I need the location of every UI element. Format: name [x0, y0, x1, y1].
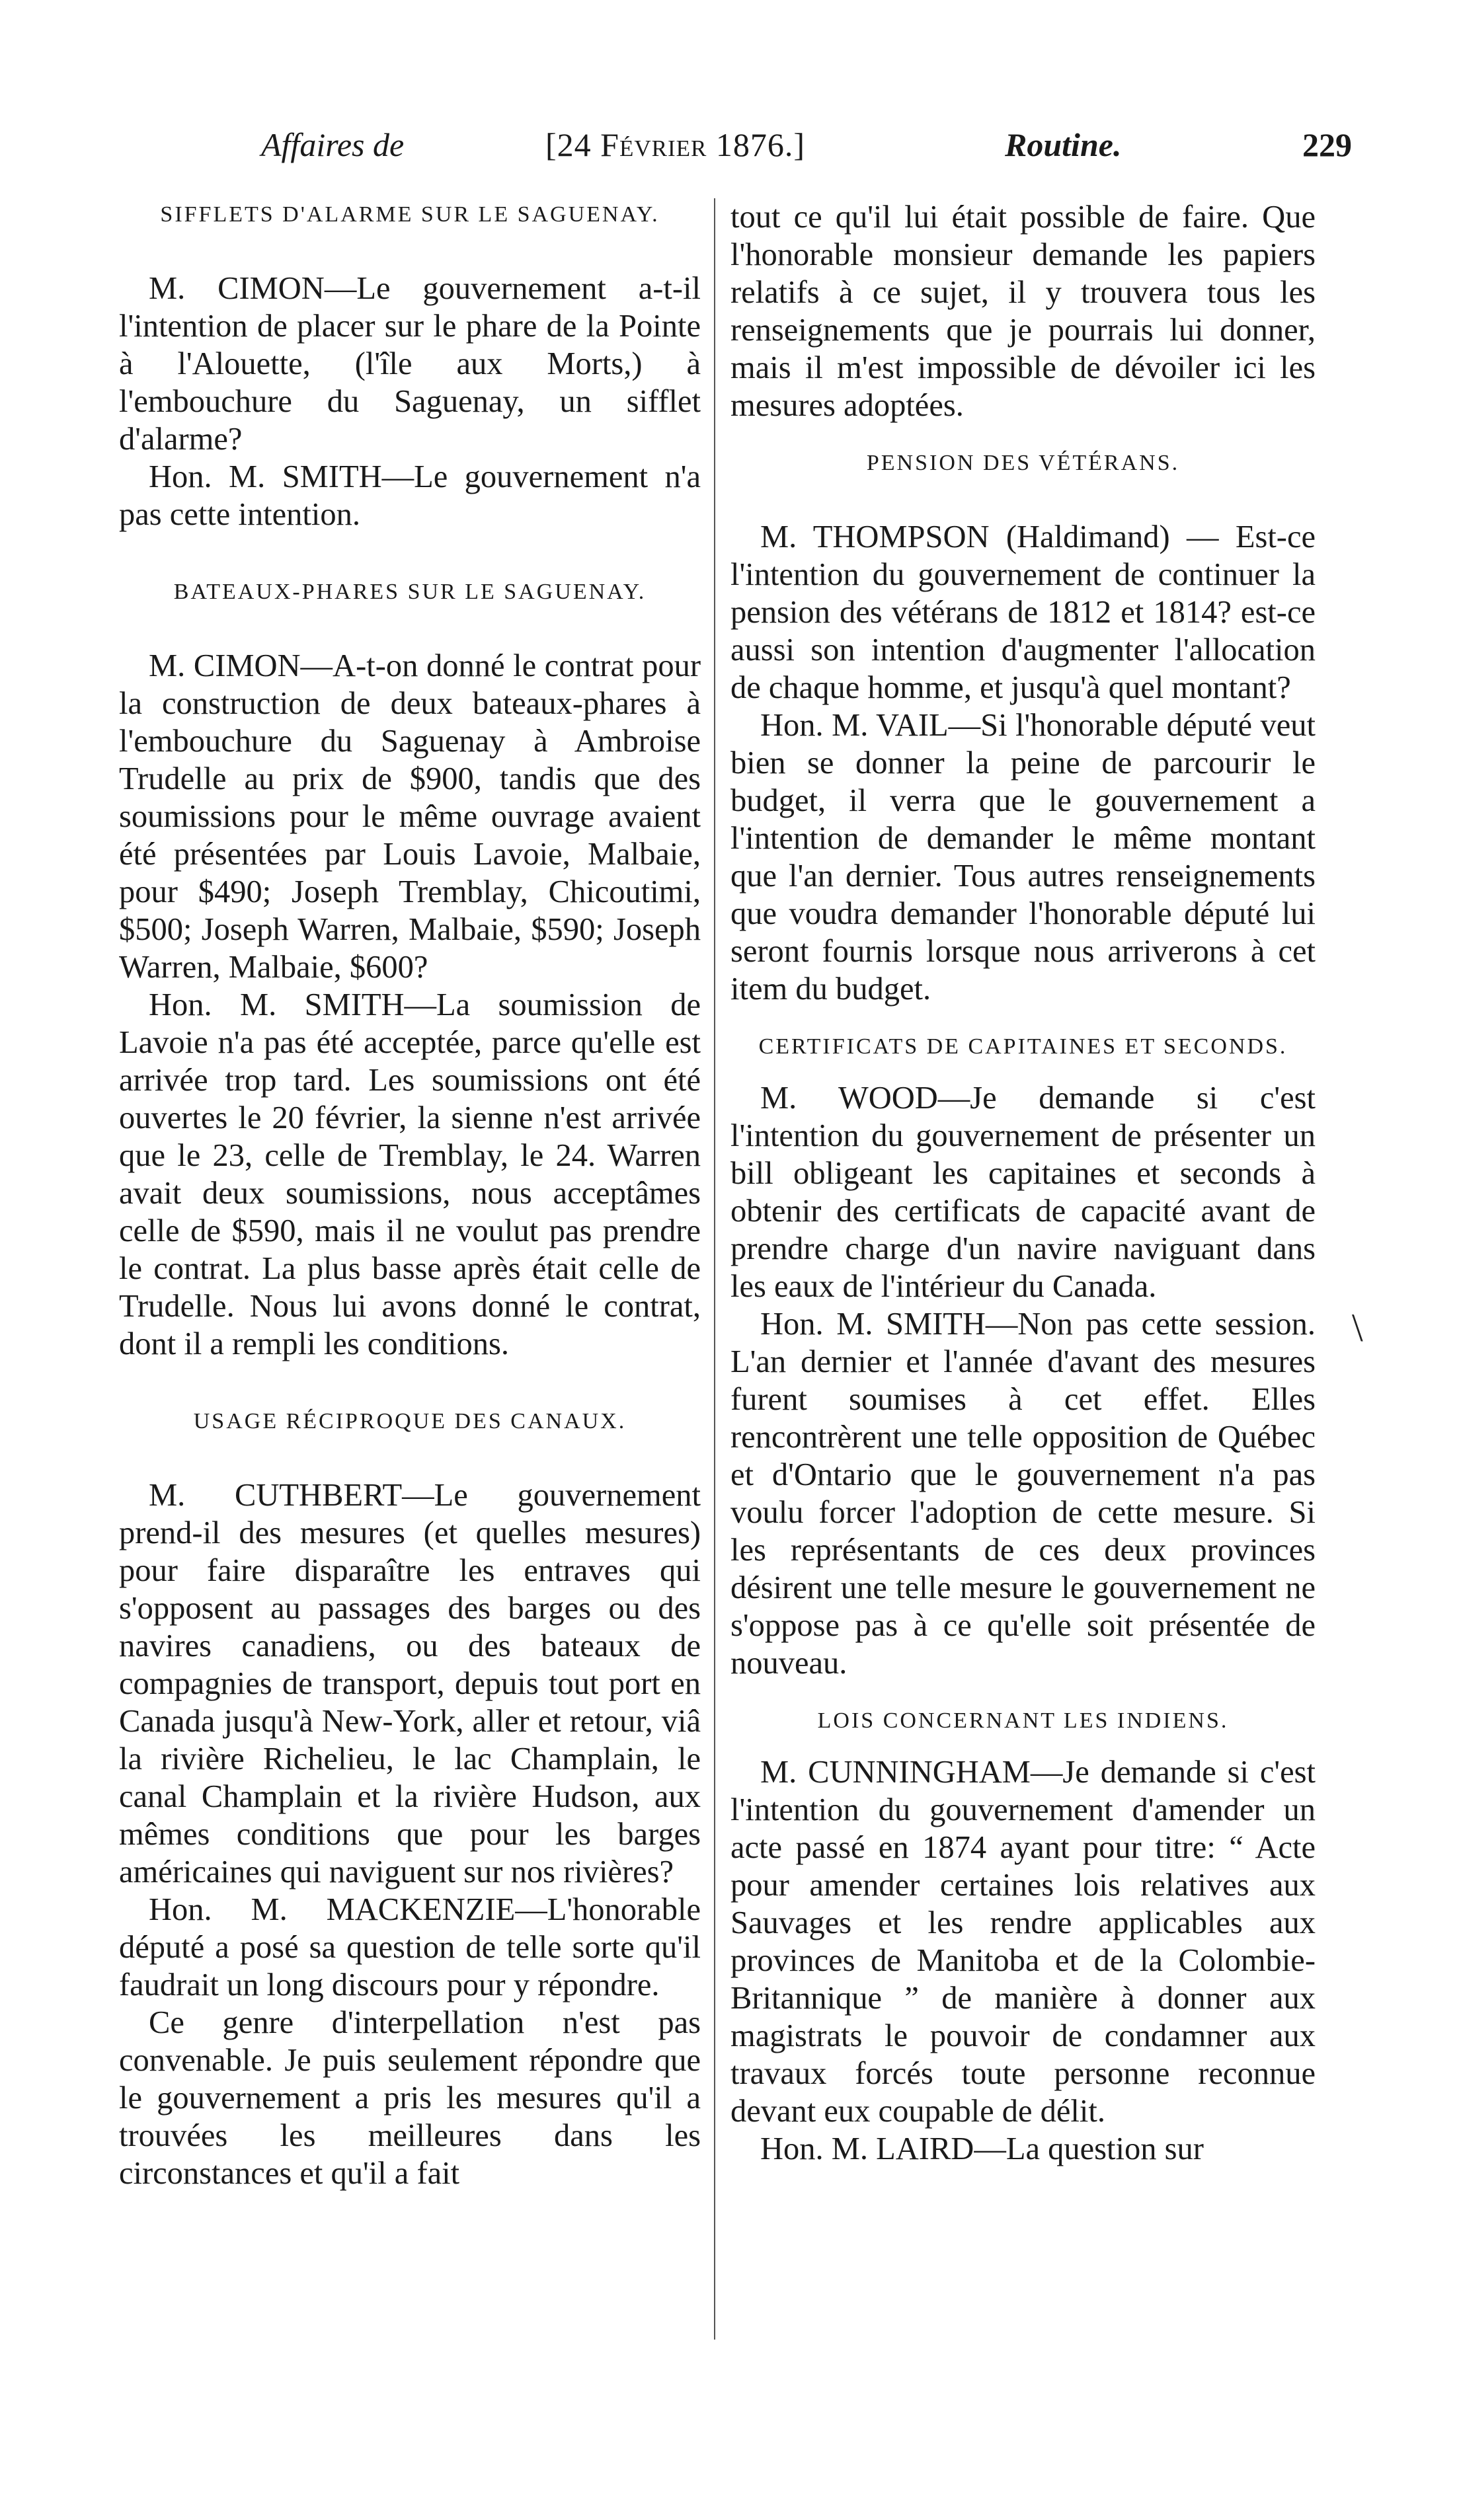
section-heading: BATEAUX-PHARES SUR LE SAGUENAY.	[173, 580, 647, 604]
paragraph-continuation: tout ce qu'il lui était possible de faire. Que l'honorable monsieur demande les papiers relatifs à ce sujet, il y trouvera tous les renseignements que je pourrais lui donner, mais il m'est impossible de dévoiler ici les mesures adoptées.	[730, 200, 1316, 423]
header-date: [24 Février 1876.]	[545, 126, 805, 163]
section-heading: LOIS CONCERNANT LES INDIENS.	[817, 1708, 1229, 1733]
page-number: 229	[1302, 126, 1352, 163]
left-column	[119, 198, 701, 2192]
paragraph: M. WOOD—Je demande si c'est l'intention du gouvernement de présenter un bill obligeant les capitaines et seconds à obtenir des certificats de capacité avant de prendre charge d'un navire naviguant dans les eaux de l'intérieur du Canada.	[730, 1081, 1316, 1304]
column-divider	[714, 198, 715, 2340]
margin-mark: \	[1352, 1306, 1363, 1350]
section-heading: SIFFLETS D'ALARME SUR LE SAGUENAY.	[160, 202, 660, 227]
paragraph: Hon. M. SMITH—Non pas cette session. L'an dernier et l'année d'avant des mesures furent soumises à cet effet. Elles rencontrèrent une telle opposition de Québec et d'Ontario que le gouvernement n'a pas voulu forcer l'adoption de cette mesure. Si les représentants de ces deux provinces désirent une telle mesure le gouvernement ne s'oppose pas à ce qu'elle soit présentée de nouveau.	[730, 1307, 1316, 1681]
paragraph: M. CUTHBERT—Le gouvernement prend-il des mesures (et quelles mesures) pour faire disparaître les entraves qui s'opposent au passages des barges ou des navires canadiens, ou des bateaux de compagnies de transport, depuis tout port en Canada jusqu'à New-York, aller et retour, viâ la rivière Richelieu, le lac Champlain, le canal Champlain et la rivière Hudson, aux mêmes conditions que pour les barges américaines qui naviguent sur nos rivières?	[119, 1478, 701, 1890]
page-header	[241, 126, 1352, 178]
paragraph: Hon. M. SMITH—La soumission de Lavoie n'a pas été acceptée, parce qu'elle est arrivée trop tard. Les soumissions ont été ouvertes le 20 février, la sienne n'est arrivée que le 23, celle de Tremblay, le 24. Warren avait deux soumissions, nous acceptâmes celle de $590, mais il ne voulut pas prendre le contrat. La plus basse après était celle de Trudelle. Nous lui avons donné le contrat, dont il a rempli les conditions.	[119, 987, 701, 1361]
header-right: Routine.	[1005, 126, 1122, 163]
paragraph: M. CIMON—A-t-on donné le contrat pour la construction de deux bateaux-phares à l'embouchure du Saguenay à Ambroise Trudelle au prix de $900, tandis que des soumissions pour le même ouvrage avaient été présentées par Louis Lavoie, Malbaie, pour $490; Joseph Tremblay, Chicoutimi, $500; Joseph Warren, Malbaie, $590; Joseph Warren, Malbaie, $600?	[119, 648, 701, 985]
paragraph: Ce genre d'interpellation n'est pas convenable. Je puis seulement répondre que le gouvernement a pris les mesures qu'il a trouvées les meilleures dans les circonstances et qu'il a fait	[119, 2005, 701, 2191]
paragraph: Hon. M. SMITH—Le gouvernement n'a pas cette intention.	[119, 459, 701, 532]
paragraph: Hon. M. VAIL—Si l'honorable député veut bien se donner la peine de parcourir le budget, il verra que le gouvernement a l'intention de demander le même montant que l'an dernier. Tous autres renseignements que voudra demander l'honorable député lui seront fournis lorsque nous arriverons à cet item du budget.	[730, 708, 1316, 1007]
paragraph: M. CUNNINGHAM—Je demande si c'est l'intention du gouvernement d'amender un acte passé en 1874 ayant pour titre: “ Acte pour amender certaines lois relatives aux Sauvages et les rendre applicables aux provinces de Manitoba et de la Colombie-Britannique ” de manière à donner aux magistrats le pouvoir de condamner aux travaux forcés toute personne reconnue devant eux coupable de délit.	[730, 1755, 1316, 2129]
section-heading: CERTIFICATS DE CAPITAINES ET SECONDS.	[758, 1034, 1288, 1059]
paragraph: M. CIMON—Le gouvernement a-t-il l'intention de placer sur le phare de la Pointe à l'Alouette, (l'île aux Morts,) à l'embouchure du Saguenay, un sifflet d'alarme?	[119, 271, 701, 457]
right-column	[730, 198, 1316, 2168]
paragraph: Hon. M. MACKENZIE—L'honorable député a posé sa question de telle sorte qu'il faudrait un long discours pour y répondre.	[119, 1892, 701, 2003]
section-heading: PENSION DES VÉTÉRANS.	[866, 451, 1180, 475]
paragraph: M. THOMPSON (Haldimand) — Est-ce l'intention du gouvernement de continuer la pension des vétérans de 1812 et 1814? est-ce aussi son intention d'augmenter l'allocation de chaque homme, et jusqu'à quel montant?	[730, 519, 1316, 705]
section-heading: USAGE RÉCIPROQUE DES CANAUX.	[193, 1409, 627, 1433]
paragraph: Hon. M. LAIRD—La question sur	[760, 2131, 1204, 2166]
header-left: Affaires de	[261, 126, 405, 163]
